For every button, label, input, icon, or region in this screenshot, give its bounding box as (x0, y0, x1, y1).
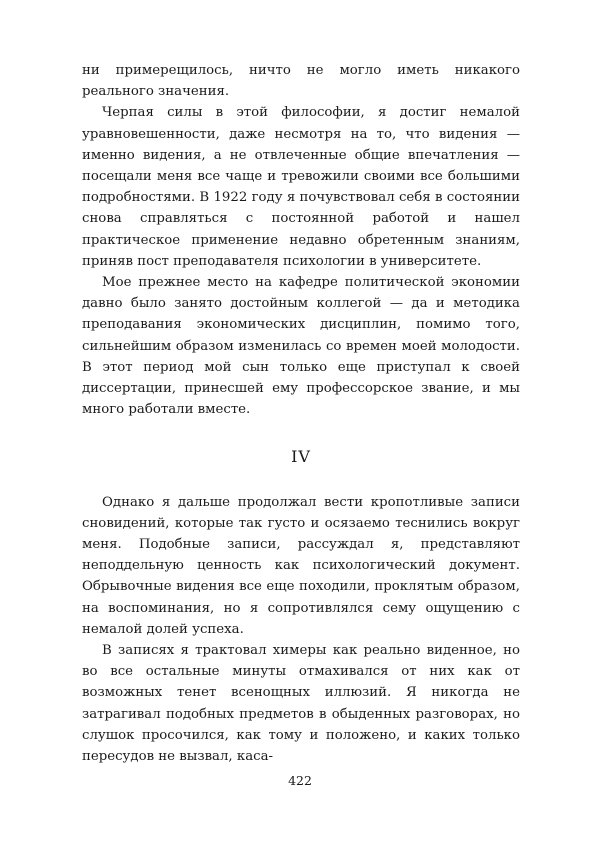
page-number: 422 (288, 773, 312, 788)
paragraph: Черпая силы в этой философии, я достиг немалой уравновешенности, даже несмотря на то, что видения — именно видения, а не отвлеченные общие впечатления — посещали меня все чаще и тревожили своими все большими подробностями. В 1922 году я почувствовал себя в состоянии снова справляться с постоянной работой и нашел практическое применение недавно обретенным знаниям, приняв пост преподавателя психологии в университете. (82, 105, 520, 269)
paragraph: В записях я трактовал химеры как реально виденное, но во все остальные минуты отмахивался от них как от возможных тенет всенощных иллюзий. Я никогда не затрагивал подобных предметов в обыденных разговорах, но слушок просочился, как тому и положено, и каких только пересудов не вызвал, каса- (82, 643, 520, 765)
page-body (82, 60, 520, 767)
chapter-heading: IV (291, 447, 311, 467)
paragraph: ни примерещилось, ничто не могло иметь никакого реального значения. (82, 63, 520, 100)
paragraph: Однако я дальше продолжал вести кропотливые записи сновидений, которые так густо и осязаемо теснились вокруг меня. Подобные записи, рассуждал я, представляют неподдельную ценность как психологический документ. Обрывочные видения все еще походили, проклятым образом, на воспоминания, но я сопротивлялся сему ощущению с немалой долей успеха. (82, 494, 520, 637)
paragraph: Мое прежнее место на кафедре политической экономии давно было занято достойным коллегой — да и методика преподавания экономических дисциплин, помимо того, сильнейшим образом изменилась со времен моей молодости. В этот период мой сын только еще приступал к своей диссертации, принесшей ему профессорское звание, и мы много работали вместе. (82, 275, 520, 418)
